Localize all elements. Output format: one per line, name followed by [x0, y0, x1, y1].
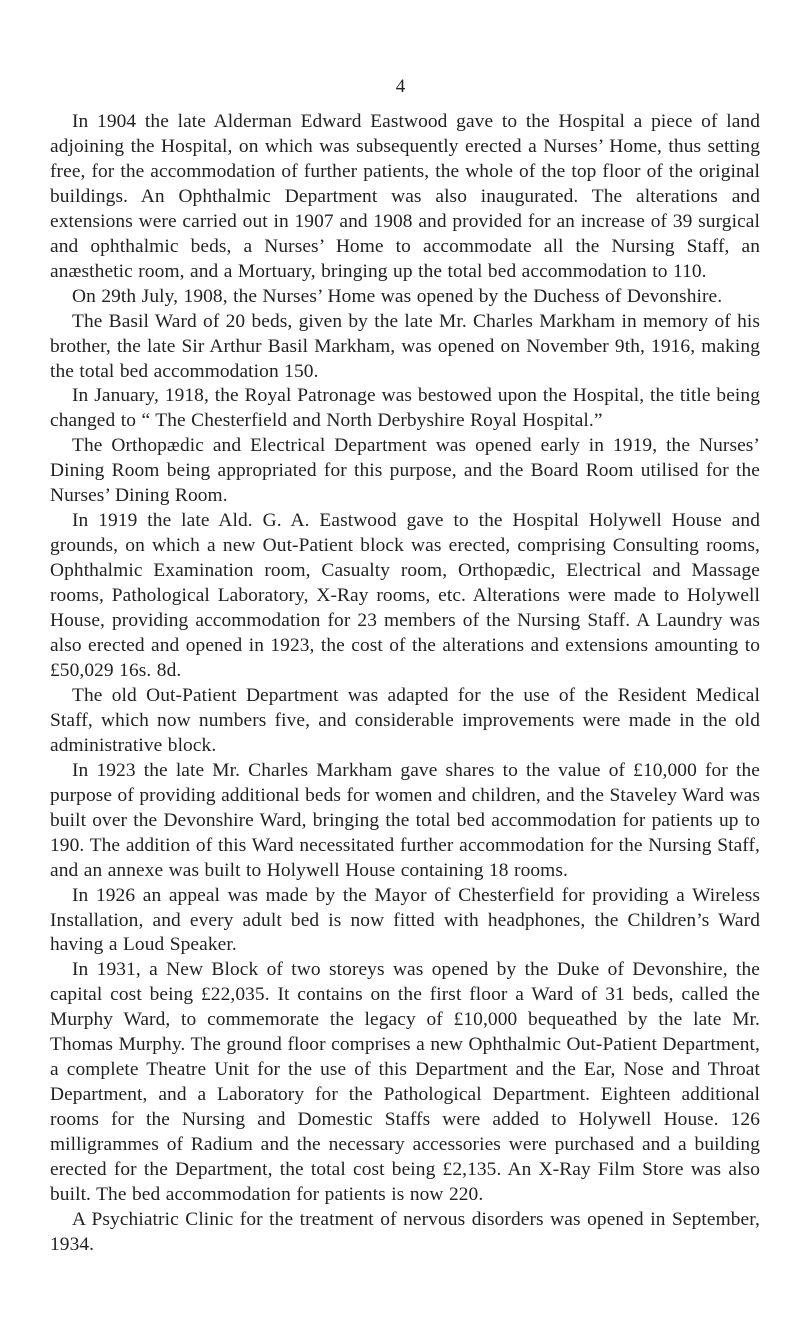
paragraph: The Orthopædic and Electrical Department was opened early in 1919, the Nurses’ Dining Room being appropriated for this purpose, and the Board Room utilised for the Nurses’ Dining Room.: [50, 435, 760, 507]
paragraph: In 1926 an appeal was made by the Mayor of Chesterfield for providing a Wireless Installation, and every adult bed is now fitted with headphones, the Children’s Ward having a Loud Speaker.: [50, 884, 760, 956]
paragraph: The old Out-Patient Department was adapted for the use of the Resident Medical Staff, which now numbers five, and considerable improvements were made in the old administrative block.: [50, 684, 760, 756]
paragraph: In 1923 the late Mr. Charles Markham gave shares to the value of £10,000 for the purpose of providing additional beds for women and children, and the Staveley Ward was built over the Devonshire Ward, bringing the total bed accommodation for patients up to 190. The addition of this Ward necessitated further accommodation for the Nursing Staff, and an annexe was built to Holywell House containing 18 rooms.: [50, 759, 760, 881]
page-number: 4: [395, 76, 406, 97]
paragraph: In 1919 the late Ald. G. A. Eastwood gave to the Hospital Holywell House and grounds, on which a new Out-Patient block was erected, comprising Consulting rooms, Ophthalmic Examination room, Casualty room, Orthopædic, Electrical and Massage rooms, Pathological Laboratory, X-Ray rooms, etc. Alterations were made to Holywell House, providing accommodation for 23 members of the Nursing Staff. A Laundry was also erected and opened in 1923, the cost of the alterations and extensions amounting to £50,029 16s. 8d.: [50, 510, 760, 681]
paragraph: In January, 1918, the Royal Patronage was bestowed upon the Hospital, the title being changed to “ The Chesterfield and North Derbyshire Royal Hospital.”: [50, 385, 760, 432]
paragraph: The Basil Ward of 20 beds, given by the late Mr. Charles Markham in memory of his brother, the late Sir Arthur Basil Markham, was opened on November 9th, 1916, making the total bed accommodation 150.: [50, 310, 760, 382]
paragraph: On 29th July, 1908, the Nurses’ Home was opened by the Duchess of Devonshire.: [72, 285, 723, 307]
body-text: [50, 110, 760, 1258]
paragraph: In 1904 the late Alderman Edward Eastwood gave to the Hospital a piece of land adjoining the Hospital, on which was subsequently erected a Nurses’ Home, thus setting free, for the accommodation of further patients, the whole of the top floor of the original buildings. An Ophthalmic Department was also inaugurated. The alterations and extensions were carried out in 1907 and 1908 and provided for an increase of 39 surgical and ophthalmic beds, a Nurses’ Home to accommodate all the Nursing Staff, an anæsthetic room, and a Mortuary, bringing up the total bed accommodation to 110.: [50, 111, 760, 282]
paragraph: A Psychiatric Clinic for the treatment of nervous disorders was opened in September, 1934.: [50, 1208, 760, 1255]
paragraph: In 1931, a New Block of two storeys was opened by the Duke of Devonshire, the capital cost being £22,035. It contains on the first floor a Ward of 31 beds, called the Murphy Ward, to commemorate the legacy of £10,000 bequeathed by the late Mr. Thomas Murphy. The ground floor comprises a new Ophthalmic Out-Patient Department, a complete Theatre Unit for the use of this Department and the Ear, Nose and Throat Department, and a Laboratory for the Pathological Department. Eighteen additional rooms for the Nursing and Domestic Staffs were added to Holywell House. 126 milligrammes of Radium and the necessary accessories were purchased and a building erected for the Department, the total cost being £2,135. An X-Ray Film Store was also built. The bed accommodation for patients is now 220.: [50, 959, 760, 1205]
